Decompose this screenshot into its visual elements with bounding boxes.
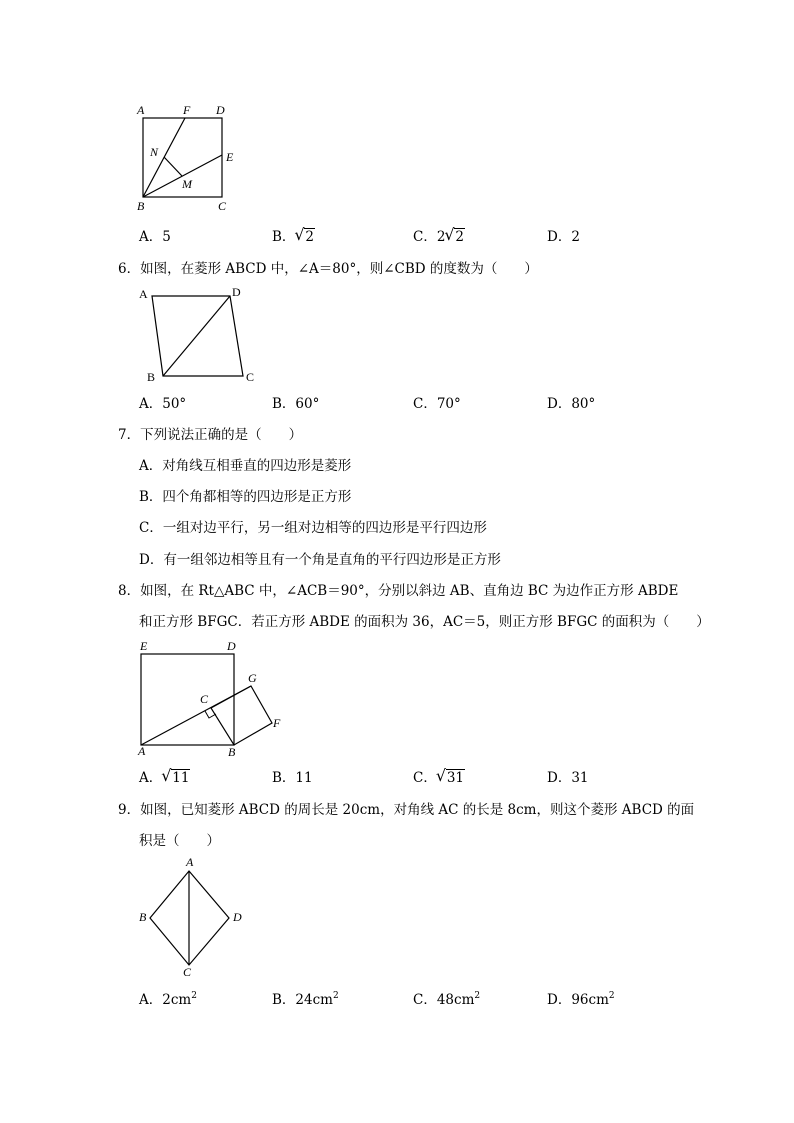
q8-option-a-prefix: A．: [139, 770, 163, 786]
q8-option-d[interactable]: D．31: [547, 770, 589, 786]
label-b: B: [228, 745, 236, 759]
q5-option-b-radicand: 2: [305, 229, 315, 245]
q9-option-a-text: A．2cm: [139, 992, 192, 1008]
label-m: M: [182, 177, 192, 191]
q8-option-c-prefix: C．: [413, 770, 437, 786]
label-c: C: [200, 692, 209, 706]
q6-option-c[interactable]: C．70°: [413, 396, 461, 412]
q7-option-c[interactable]: C．一组对边平行，另一组对边相等的四边形是平行四边形: [139, 520, 487, 536]
q6-option-d[interactable]: D．80°: [547, 396, 596, 412]
label-d: D: [227, 639, 236, 653]
label-c: C: [246, 370, 255, 384]
q9-option-b[interactable]: [272, 988, 339, 1008]
label-b: B: [147, 370, 156, 384]
label-d: D: [216, 103, 225, 117]
label-d: D: [233, 910, 242, 924]
superscript: 2: [332, 991, 339, 1001]
q9-text-line2: 积是（ ）: [139, 833, 220, 849]
q9-option-b-text: B．24cm: [272, 992, 333, 1008]
q8-text-line2: 和正方形 BFGC．若正方形 ABDE 的面积为 36，AC＝5，则正方形 BFGC 的面积为（ ）: [139, 614, 710, 630]
label-b: B: [139, 910, 147, 924]
q9-option-c[interactable]: [413, 988, 480, 1008]
label-a: A: [186, 855, 194, 869]
q6-text: 6．如图，在菱形 ABCD 中，∠A＝80°，则∠CBD 的度数为（ ）: [118, 261, 538, 277]
q8-option-c-radicand: 31: [446, 770, 465, 786]
superscript: 2: [608, 991, 615, 1001]
q9-option-d-text: D．96cm: [547, 992, 609, 1008]
q5-option-c-radicand: 2: [455, 229, 465, 245]
label-c: C: [183, 965, 192, 979]
q7-option-b[interactable]: B．四个角都相等的四边形是正方形: [139, 489, 352, 505]
label-a: A: [138, 744, 146, 758]
q5-option-c-prefix: C．2: [413, 229, 446, 245]
q9-option-a[interactable]: [139, 988, 197, 1008]
q8-text-line1: 8．如图，在 Rt△ABC 中，∠ACB＝90°，分别以斜边 AB、直角边 BC 为边作正方形 ABDE: [118, 583, 679, 599]
label-e: E: [226, 150, 234, 164]
q5-option-a[interactable]: A．5: [139, 229, 171, 245]
q5-option-d[interactable]: D．2: [547, 229, 580, 245]
label-f: F: [183, 103, 191, 117]
q5-option-b-prefix: B．: [272, 229, 296, 245]
superscript: 2: [191, 991, 197, 1001]
q6-option-a[interactable]: A．50°: [139, 396, 187, 412]
label-a: A: [137, 103, 145, 117]
label-e: E: [140, 639, 148, 653]
q7-text: 7．下列说法正确的是（ ）: [118, 427, 303, 443]
label-f: F: [273, 716, 281, 730]
q9-text-line1: 9．如图，已知菱形 ABCD 的周长是 20cm，对角线 AC 的长是 8cm，则这个菱形 ABCD 的面: [118, 802, 695, 818]
label-c: C: [218, 199, 227, 213]
label-g: G: [248, 671, 257, 685]
q6-option-b[interactable]: B．60°: [272, 396, 320, 412]
label-a: A: [139, 287, 148, 301]
q8-option-b[interactable]: B．11: [272, 770, 313, 786]
q7-option-d[interactable]: D．有一组邻边相等且有一个角是直角的平行四边形是正方形: [139, 552, 501, 568]
q9-option-d[interactable]: [547, 988, 615, 1008]
q7-option-a[interactable]: A．对角线互相垂直的四边形是菱形: [139, 458, 352, 474]
superscript: 2: [474, 991, 481, 1001]
label-d: D: [232, 285, 241, 299]
q9-option-c-text: C．48cm: [413, 992, 475, 1008]
label-n: N: [150, 145, 159, 159]
label-b: B: [137, 199, 145, 213]
q8-option-a-radicand: 11: [172, 770, 190, 786]
